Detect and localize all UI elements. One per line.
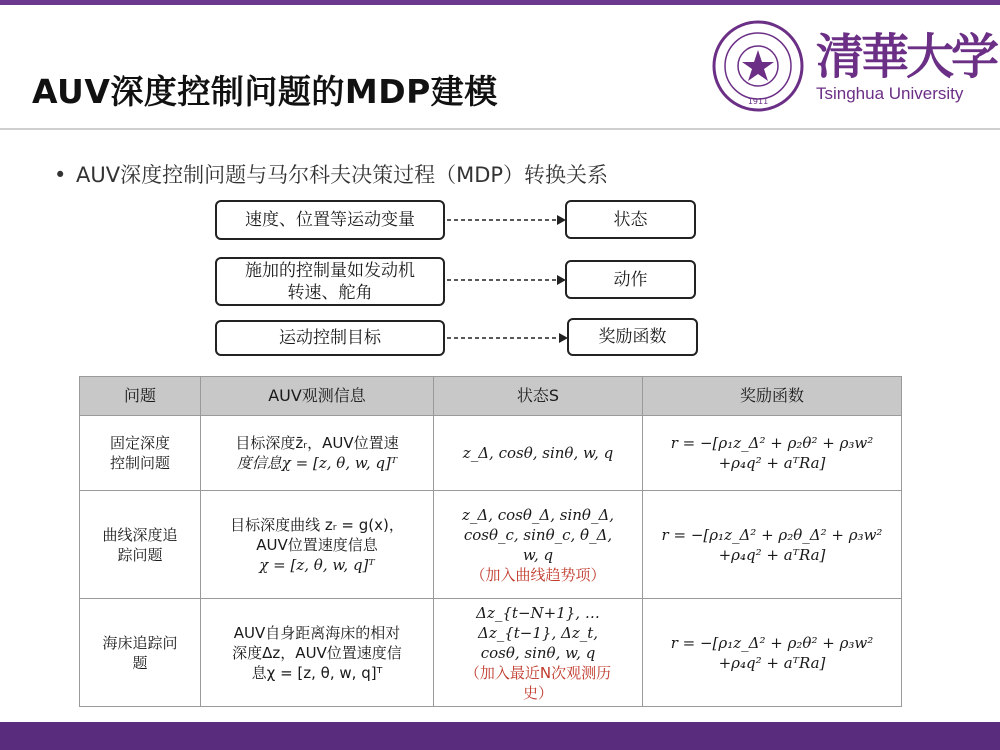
table-header-row: [80, 377, 902, 416]
reward-cell: [643, 491, 902, 599]
problem-cell: 曲线深度追 踪问题: [80, 491, 201, 599]
logo-english-text: Tsinghua University: [816, 84, 964, 103]
observation-cell: [201, 416, 434, 491]
slide-title: AUV深度控制问题的MDP建模: [32, 72, 498, 111]
header-observation: AUV观测信息: [201, 377, 434, 416]
bullet-text: AUV深度控制问题与马尔科夫决策过程（MDP）转换关系: [76, 163, 609, 187]
mdp-comparison-table: [79, 376, 902, 707]
table-row: [80, 599, 902, 707]
dashed-arrow-2: [445, 270, 569, 290]
reward-cell: [643, 416, 902, 491]
problem-cell: 海床追踪问 题: [80, 599, 201, 707]
observation-cell: [201, 491, 434, 599]
diagram-left-box-1: 速度、位置等运动变量: [215, 200, 445, 240]
observation-cell: [201, 599, 434, 707]
diagram-right-box-reward: 奖励函数: [567, 318, 698, 356]
state-cell: [434, 599, 643, 707]
diagram-right-box-action: 动作: [565, 260, 696, 299]
dashed-arrow-1: [445, 210, 569, 230]
reward-line: +ρ₄q² + aᵀRa]: [718, 653, 826, 672]
state-line: w, q: [522, 545, 554, 564]
state-note: （加入曲线趋势项）: [470, 565, 606, 584]
bullet-dot: •: [54, 163, 67, 187]
diagram-left-box-2: 施加的控制量如发动机 转速、舵角: [215, 257, 445, 306]
reward-cell: [643, 599, 902, 707]
reward-line: r = −[ρ₁z_Δ² + ρ₂θ² + ρ₃w²: [670, 633, 874, 652]
state-line: Δz_{t−N+1}, … Δz_{t−1}, Δz_t,: [476, 603, 600, 642]
state-cell: [434, 416, 643, 491]
reward-line: r = −[ρ₁z_Δ² + ρ₂θ² + ρ₃w²: [670, 434, 874, 452]
obs-line: 目标深度曲线 zᵣ = g(x)，: [230, 515, 404, 534]
tsinghua-logo: [712, 20, 997, 115]
table-row: [80, 416, 902, 491]
obs-line: 深度Δz，AUV位置速度信: [232, 643, 402, 662]
reward-line: +ρ₄q² + aᵀRa]: [718, 545, 826, 564]
state-line: cosθ, sinθ, w, q: [480, 643, 596, 662]
header-state: 状态S: [434, 377, 643, 416]
state-cell: [434, 491, 643, 599]
obs-line: χ = [z, θ, w, q]ᵀ: [259, 555, 375, 574]
title-divider: [0, 128, 1000, 130]
state-line: cosθ_c, sinθ_c, θ̇_Δ,: [463, 525, 613, 544]
diagram-right-box-state: 状态: [565, 200, 696, 239]
state-note: （加入最近N次观测历 史）: [464, 663, 612, 702]
obs-line: 目标深度z̄ᵣ，AUV位置速: [235, 434, 399, 452]
diagram-left-box-3: 运动控制目标: [215, 320, 445, 356]
header-reward: 奖励函数: [643, 377, 902, 416]
top-accent-bar: [0, 0, 1000, 5]
header-problem: 问题: [80, 377, 201, 416]
seal-year: 1911: [747, 97, 769, 106]
obs-line: AUV自身距离海床的相对: [233, 623, 401, 642]
table-row: [80, 491, 902, 599]
state-line: z_Δ, cosθ_Δ, sinθ_Δ,: [461, 505, 615, 524]
obs-line: 息χ = [z, θ, w, q]ᵀ: [251, 663, 383, 682]
reward-line: r = −[ρ₁z_Δ² + ρ₂θ_Δ² + ρ₃w²: [661, 525, 883, 544]
dashed-arrow-3: [445, 328, 571, 348]
bullet-point: [54, 159, 608, 189]
problem-cell: 固定深度 控制问题: [80, 416, 201, 491]
obs-line: 度信息χ = [z, θ, w, q]ᵀ: [236, 454, 398, 472]
state-line: z_Δ, cosθ, sinθ, w, q: [462, 444, 614, 462]
university-seal-icon: [712, 20, 804, 112]
obs-line: AUV位置速度信息: [256, 535, 378, 554]
logo-chinese-text: 清華大学: [816, 29, 997, 85]
reward-line: +ρ₄q² + aᵀRa]: [718, 454, 826, 472]
bottom-accent-bar: [0, 722, 1000, 750]
